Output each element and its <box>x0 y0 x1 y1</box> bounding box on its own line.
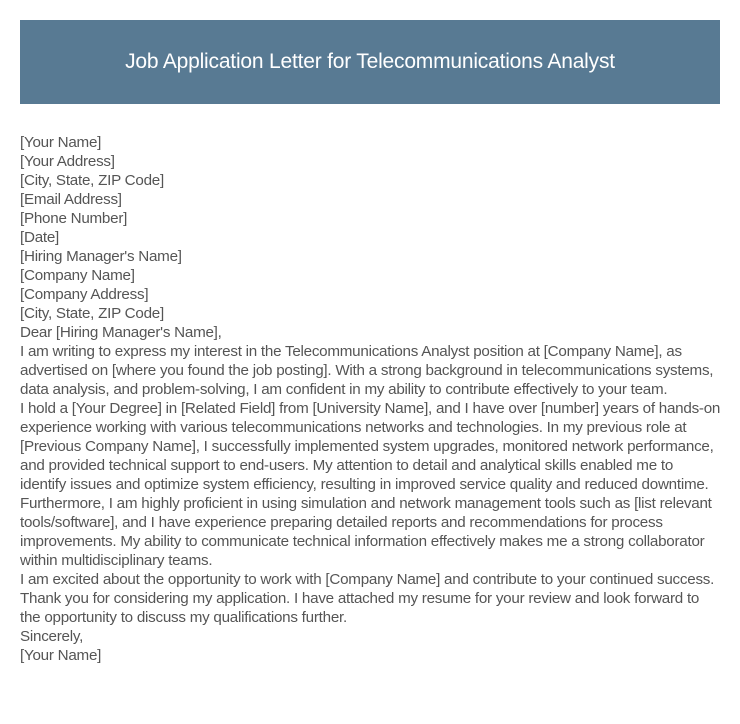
paragraph-skills: Furthermore, I am highly proficient in using simulation and network management tools such as [list relevant tools/software], and I have experience preparing detailed reports and recommendations for process improvements. My ability to communicate technical information effectively makes me a strong collaborator within multidisciplinary teams. <box>20 495 712 569</box>
sender-email: [Email Address] <box>20 191 122 208</box>
paragraph-intro: I am writing to express my interest in the Telecommunications Analyst position at [Company Name], as advertised on [where you found the job posting]. With a strong background in telecommunications systems, data analysis, and problem-solving, I am confident in my ability to contribute effectively to your team. <box>20 343 714 398</box>
page-title: Job Application Letter for Telecommunications Analyst <box>125 50 615 73</box>
sender-phone: [Phone Number] <box>20 210 128 227</box>
sender-address: [Your Address] <box>20 153 115 170</box>
title-banner <box>20 20 720 104</box>
recipient-name: [Hiring Manager's Name] <box>20 248 182 265</box>
letter-date: [Date] <box>20 229 60 246</box>
paragraph-experience: I hold a [Your Degree] in [Related Field] from [University Name], and I have over [number] years of hands-on experience working with various telecommunications networks and technologies. In my previous role at [Previous Company Name], I successfully implemented system upgrades, monitored network performance, and provided technical support to end-users. My attention to detail and analytical skills enabled me to identify issues and optimize system efficiency, resulting in improved service quality and reduced downtime. <box>20 400 721 493</box>
signature: [Your Name] <box>20 647 102 664</box>
salutation: Dear [Hiring Manager's Name], <box>20 324 222 341</box>
closing: Sincerely, <box>20 628 84 645</box>
recipient-address: [Company Address] <box>20 286 149 303</box>
letter-body <box>20 133 722 665</box>
recipient-company: [Company Name] <box>20 267 135 284</box>
paragraph-closing: I am excited about the opportunity to work with [Company Name] and contribute to your continued success. Thank you for considering my application. I have attached my resume for your review and look forward to the opportunity to discuss my qualifications further. <box>20 571 715 626</box>
recipient-city-state-zip: [City, State, ZIP Code] <box>20 305 164 322</box>
sender-name: [Your Name] <box>20 134 102 151</box>
sender-city-state-zip: [City, State, ZIP Code] <box>20 172 164 189</box>
